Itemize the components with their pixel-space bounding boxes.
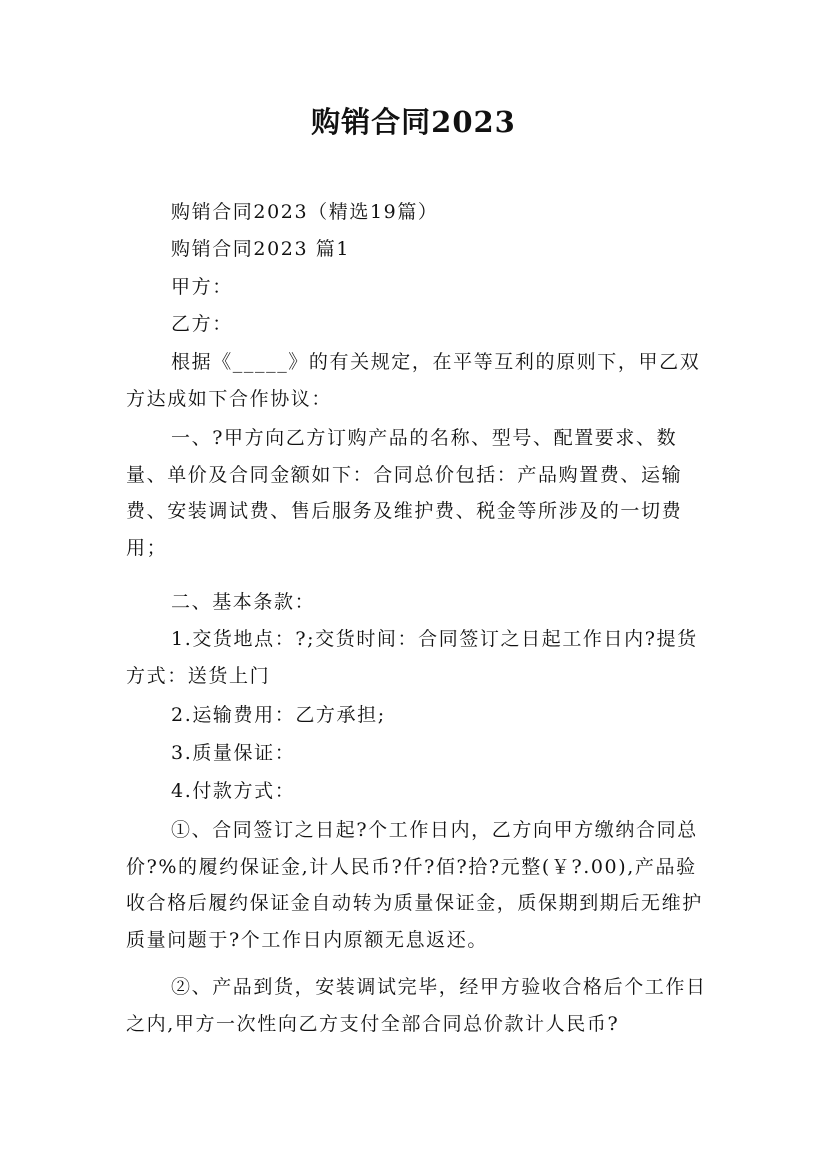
paragraph-subtitle: 购销合同2023（精选19篇） (171, 201, 439, 223)
document-title: 购销合同2023 (311, 105, 516, 139)
paragraph-payment: 4.付款方式： (171, 780, 296, 802)
paragraph-preamble: 根据《_____》的有关规定，在平等互利的原则下，甲乙双方达成如下合作协议： (126, 351, 701, 410)
paragraph-payment-item-1: ①、合同签订之日起?个工作日内，乙方向甲方缴纳合同总价?%的履约保证金,计人民币?仟?佰?拾?元整(￥?.00),产品验收合格后履约保证金自动转为质量保证金，质保期到期后无维护质量问题于?个工作日内原额无息返还。 (126, 819, 703, 951)
paragraph-delivery: 1.交货地点：?;交货时间：合同签订之日起工作日内?提货方式：送货上门 (126, 628, 698, 687)
paragraph-clause-1: 一、?甲方向乙方订购产品的名称、型号、配置要求、数量、单价及合同金额如下：合同总价包括：产品购置费、运输费、安装调试费、售后服务及维护费、税金等所涉及的一切费用； (126, 427, 683, 559)
paragraph-party-a: 甲方： (171, 276, 233, 298)
paragraph-transport: 2.运输费用：乙方承担; (171, 704, 386, 726)
paragraph-party-b: 乙方： (171, 313, 233, 335)
paragraph-payment-item-2: ②、产品到货，安装调试完毕，经甲方验收合格后个工作日之内,甲方一次性向乙方支付全部合同总价款计人民币? (126, 976, 707, 1035)
paragraph-quality: 3.质量保证： (171, 742, 296, 764)
paragraph-section-heading: 购销合同2023 篇1 (171, 238, 351, 260)
paragraph-clause-2-heading: 二、基本条款： (171, 591, 316, 613)
